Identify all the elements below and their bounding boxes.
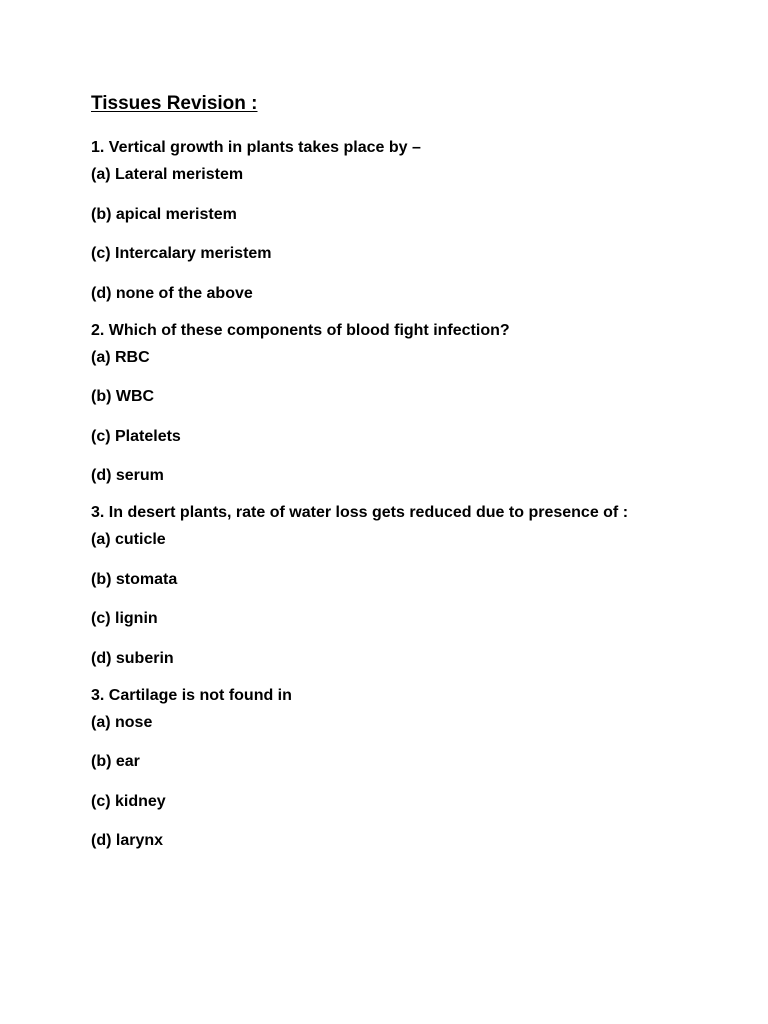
option-b: (b) stomata <box>91 570 178 588</box>
option-d: (d) serum <box>91 467 164 484</box>
option-c: (c) Platelets <box>91 427 181 445</box>
option-a: (a) nose <box>91 713 153 731</box>
option-c: (c) lignin <box>91 610 158 627</box>
question-2 <box>91 318 731 490</box>
option-d: (d) larynx <box>91 832 164 849</box>
question-1 <box>91 135 731 307</box>
page-title: Tissues Revision : <box>91 93 258 114</box>
question-text: 2. Which of these components of blood fight infection? <box>91 321 510 339</box>
question-text: 3. In desert plants, rate of water loss gets reduced due to presence of : <box>91 504 629 521</box>
option-b: (b) ear <box>91 753 140 770</box>
option-a: (a) cuticle <box>91 531 166 548</box>
option-c: (c) kidney <box>91 792 166 810</box>
question-text: 1. Vertical growth in plants takes place by – <box>91 139 421 156</box>
document-page <box>91 92 731 854</box>
question-text: 3. Cartilage is not found in <box>91 686 292 704</box>
option-b: (b) WBC <box>91 388 155 405</box>
option-b: (b) apical meristem <box>91 205 237 223</box>
option-d: (d) none of the above <box>91 284 253 302</box>
option-a: (a) Lateral meristem <box>91 166 244 183</box>
option-c: (c) Intercalary meristem <box>91 245 272 262</box>
option-a: (a) RBC <box>91 348 150 366</box>
option-d: (d) suberin <box>91 649 174 667</box>
question-3 <box>91 500 731 672</box>
question-4 <box>91 683 731 855</box>
